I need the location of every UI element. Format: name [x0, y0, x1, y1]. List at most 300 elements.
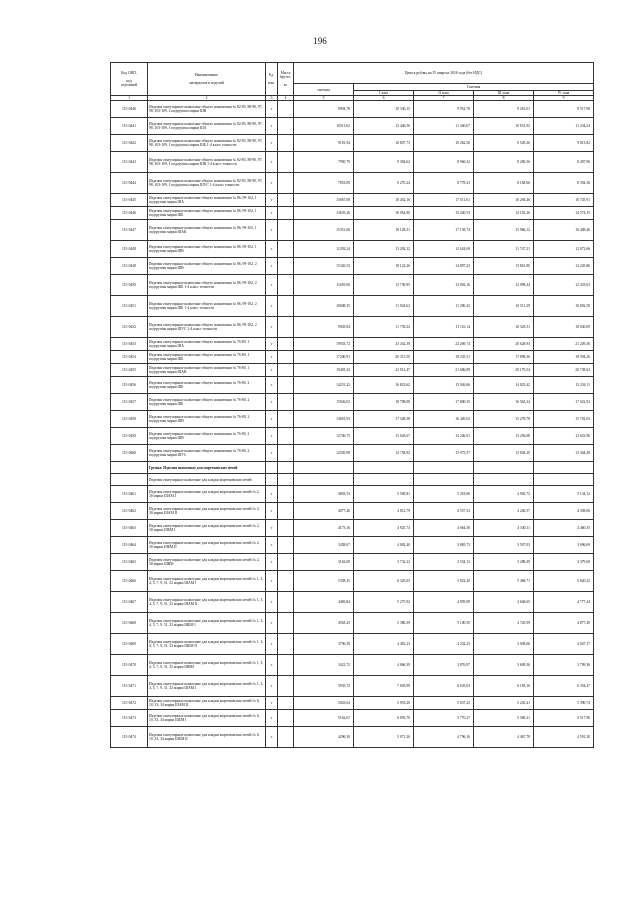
row-zone-4: 11 234,24 — [534, 118, 594, 135]
table-row — [111, 520, 594, 537]
row-estimate: 4469,84 — [294, 592, 354, 613]
row-mass — [278, 101, 294, 118]
column-number: 5 — [294, 96, 354, 101]
row-estimate: 15326,53 — [294, 258, 354, 275]
row-code: 115-0464 — [111, 537, 148, 554]
row-zone-4: 13 364,49 — [534, 445, 594, 462]
row-unit: т — [266, 152, 278, 173]
row-zone-2: 8 966,32 — [414, 152, 474, 173]
header-code: Код ОКП, код отделений — [111, 63, 148, 96]
row-zone-1: 11 924,62 — [354, 296, 414, 317]
row-code: 115-0445 — [111, 194, 148, 207]
row-name: Изделия огнеупорные шамотные общего назначения № 82-85, 88-90, 97, 98, 103-109, 1 подгруппы марки ШУС 1-4 класс точности — [148, 173, 266, 194]
table-row — [111, 152, 594, 173]
row-zone-1: 4 481,23 — [354, 634, 414, 655]
row-zone-2: 5 637,22 — [414, 697, 474, 710]
row-zone-4: 20 738,63 — [534, 364, 594, 377]
row-estimate: 14691,93 — [294, 411, 354, 428]
row-unit: т — [266, 655, 278, 676]
row-zone-3: 4 467,78 — [474, 727, 534, 748]
row-zone-2: 14 246,91 — [414, 428, 474, 445]
row-unit: т — [266, 351, 278, 364]
row-name: Изделия огнеупорные шамотные общего назначения № 82-85, 88-90, 97, 98, 103-109, 2 подгруппы марки ШВ — [148, 101, 266, 118]
row-mass — [278, 613, 294, 634]
row-mass — [278, 592, 294, 613]
row-zone-3: 3 938,06 — [474, 634, 534, 655]
row-name: Изделия огнеупорные шамотные общего назначения № 76-80, 2 подгруппы марки ШВ — [148, 428, 266, 445]
row-code: 115-0441 — [111, 118, 148, 135]
row-zone-1: 17 348,38 — [354, 411, 414, 428]
row-estimate: 3421,72 — [294, 655, 354, 676]
row-code: 115-0471 — [111, 676, 148, 697]
table-row — [111, 364, 594, 377]
row-estimate: 4563,43 — [294, 613, 354, 634]
header-zone-2: II зона — [414, 91, 474, 96]
row-zone-3: 4 240,57 — [474, 503, 534, 520]
row-zone-1: 5 569,81 — [354, 486, 414, 503]
table-row — [111, 503, 594, 520]
row-zone-4: 8 394,36 — [534, 173, 594, 194]
row-code: 115-0474 — [111, 727, 148, 748]
row-zone-3: 14 823,42 — [474, 377, 534, 394]
row-estimate: 4077,46 — [294, 503, 354, 520]
table-row — [111, 351, 594, 364]
row-zone-4: 5 390,74 — [534, 697, 594, 710]
row-unit: т — [266, 503, 278, 520]
row-code: 115-0463 — [111, 520, 148, 537]
row-code: 115-0448 — [111, 241, 148, 258]
table-row — [111, 317, 594, 338]
row-zone-3: 15 966,12 — [474, 220, 534, 241]
row-zone-3: 20 628,93 — [474, 338, 534, 351]
row-zone-2: 12 624,69 — [414, 241, 474, 258]
row-code: 115-0450 — [111, 275, 148, 296]
header-price: Цена в рублях на IV квартал 2016 года (без НДС) — [294, 63, 594, 84]
row-mass — [278, 296, 294, 317]
row-unit: т — [266, 377, 278, 394]
header-zone-4: IV зона — [534, 91, 594, 96]
row-zone-3: 17 898,36 — [474, 351, 534, 364]
row-zone-3: 20 179,54 — [474, 364, 534, 377]
row-zone-2: 5 100,50 — [414, 613, 474, 634]
row-mass — [278, 241, 294, 258]
row-unit: т — [266, 697, 278, 710]
group-subtitle: Изделия огнеупорные шамотные для кладки мартеновских печей — [148, 474, 266, 486]
row-zone-3: 5 468,71 — [474, 571, 534, 592]
row-zone-1: 12 446,56 — [354, 118, 414, 135]
row-zone-3: 8 168,06 — [474, 173, 534, 194]
row-zone-2: 3 876,97 — [414, 655, 474, 676]
row-zone-2: 15 926,66 — [414, 377, 474, 394]
header-zone-1: I зона — [354, 91, 414, 96]
row-zone-1: 22 912,47 — [354, 364, 414, 377]
row-mass — [278, 377, 294, 394]
row-zone-4: 9 517,98 — [534, 101, 594, 118]
table-row — [111, 537, 594, 554]
row-mass — [278, 351, 294, 364]
row-zone-4: 5 517,96 — [534, 710, 594, 727]
table-row — [111, 634, 594, 655]
row-unit: т — [266, 613, 278, 634]
table-row — [111, 296, 594, 317]
table-row — [111, 207, 594, 220]
row-zone-4: 17 022,92 — [534, 394, 594, 411]
row-unit: т — [266, 634, 278, 655]
row-zone-4: 3 696,69 — [534, 537, 594, 554]
table-row — [111, 727, 594, 748]
row-estimate: 15926,02 — [294, 394, 354, 411]
row-zone-3: 3 597,03 — [474, 537, 534, 554]
row-mass — [278, 338, 294, 351]
table-row — [111, 571, 594, 592]
row-name: Изделия огнеупорные шамотные общего назначения № 86, 99-102, 1 подгруппы марки ШВ — [148, 241, 266, 258]
row-mass — [278, 520, 294, 537]
row-name: Изделия огнеупорные шамотные для кладки мартеновских печей № 6, 10, 33, 34 марки ШБМ I — [148, 710, 266, 727]
row-code: 115-0468 — [111, 613, 148, 634]
row-estimate: 9181,94 — [294, 135, 354, 152]
row-unit: т — [266, 537, 278, 554]
row-zone-3: 10 343,51 — [474, 317, 534, 338]
row-unit: т — [266, 194, 278, 207]
row-zone-2: 13 002,16 — [414, 275, 474, 296]
row-mass — [278, 207, 294, 220]
row-name: Изделия огнеупорные шамотные общего назначения № 86, 99-102, 1 подгруппы марки ША — [148, 194, 266, 207]
row-code: 115-0469 — [111, 634, 148, 655]
row-name: Изделия огнеупорные шамотные общего назначения № 86, 99-102, 1 подгруппы марки ШАК — [148, 220, 266, 241]
row-estimate: 10608,35 — [294, 296, 354, 317]
row-zone-1: 5 953,20 — [354, 697, 414, 710]
row-zone-1: 20 315,50 — [354, 351, 414, 364]
header-estimate: сметная — [294, 84, 354, 96]
row-unit: т — [266, 173, 278, 194]
row-zone-3: 8 269,36 — [474, 152, 534, 173]
table-row — [111, 592, 594, 613]
row-code: 115-0454 — [111, 351, 148, 364]
row-zone-3: 10 831,92 — [474, 118, 534, 135]
row-zone-3: 3 609,36 — [474, 655, 534, 676]
row-zone-4: 10 630,09 — [534, 317, 594, 338]
row-mass — [278, 258, 294, 275]
row-mass — [278, 118, 294, 135]
row-zone-4: 5 134,12 — [534, 486, 594, 503]
row-estimate: 4173,16 — [294, 520, 354, 537]
row-zone-1: 18 122,26 — [354, 258, 414, 275]
row-zone-4: 9 813,82 — [534, 135, 594, 152]
row-unit: т — [266, 486, 278, 503]
row-name: Изделия огнеупорные шамотные для кладки мартеновских печей № 1, 3, 4, 5, 7, 9, 31, 32 марки ШАМ II — [148, 592, 266, 613]
row-estimate: 15667,08 — [294, 194, 354, 207]
row-name: Изделия огнеупорные шамотные для кладки мартеновских печей № 1, 3, 4, 5, 7, 9, 31, 32 марки ШБМ II — [148, 634, 266, 655]
row-zone-4: 4 358,06 — [534, 503, 594, 520]
row-name: Изделия огнеупорные шамотные общего назначения № 86, 99-102, 2 подгруппы марки ШБ 1-4 класс точности — [148, 275, 266, 296]
row-code: 115-0459 — [111, 428, 148, 445]
table-row — [111, 394, 594, 411]
row-estimate: 12505,98 — [294, 445, 354, 462]
row-zone-2: 16 420,02 — [414, 411, 474, 428]
row-zone-1: 15 043,67 — [354, 428, 414, 445]
row-code: 115-0449 — [111, 258, 148, 275]
table-row — [111, 613, 594, 634]
row-zone-4: 18 394,26 — [534, 351, 594, 364]
row-estimate: 4296,30 — [294, 727, 354, 748]
column-number: 3 — [266, 96, 278, 101]
group-title-row — [111, 462, 594, 474]
row-name: Изделия огнеупорные шамотные для кладки мартеновских печей № 6, 10, 33, 34 марки ШБМ II — [148, 727, 266, 748]
row-zone-3: 9 261,01 — [474, 101, 534, 118]
row-zone-1: 13 292,12 — [354, 241, 414, 258]
header-zones: Сметная — [354, 84, 594, 91]
row-zone-1: 4 066,39 — [354, 655, 414, 676]
table-row — [111, 655, 594, 676]
row-unit: т — [266, 241, 278, 258]
row-mass — [278, 486, 294, 503]
row-estimate: 17200,91 — [294, 351, 354, 364]
row-zone-1: 11 739,22 — [354, 317, 414, 338]
row-name: Изделия огнеупорные шамотные общего назначения № 76-80, 1 подгруппы марки ША — [148, 338, 266, 351]
row-zone-3: 4 745,99 — [474, 613, 534, 634]
row-zone-1: 4 812,79 — [354, 503, 414, 520]
row-unit: т — [266, 445, 278, 462]
row-zone-3: 12 098,44 — [474, 275, 534, 296]
row-estimate: 4803,53 — [294, 486, 354, 503]
row-mass — [278, 676, 294, 697]
row-code: 115-0440 — [111, 101, 148, 118]
row-zone-1: 9 394,62 — [354, 152, 414, 173]
row-zone-1: 4 925,74 — [354, 520, 414, 537]
row-zone-4: 21 249,36 — [534, 338, 594, 351]
row-mass — [278, 554, 294, 571]
row-code: 115-0472 — [111, 697, 148, 710]
row-zone-4: 13 623,96 — [534, 428, 594, 445]
row-zone-1: 3 732,22 — [354, 554, 414, 571]
row-zone-4: 15 234,11 — [534, 377, 594, 394]
row-mass — [278, 655, 294, 676]
row-zone-2: 5 822,20 — [414, 571, 474, 592]
row-estimate: 7853,89 — [294, 173, 354, 194]
row-zone-2: 17 800,35 — [414, 394, 474, 411]
column-number: 9 — [534, 96, 594, 101]
table-row — [111, 173, 594, 194]
row-estimate: 5935,72 — [294, 676, 354, 697]
row-zone-3: 4 648,65 — [474, 592, 534, 613]
row-zone-3: 5 369,21 — [474, 710, 534, 727]
row-zone-1: 14 758,92 — [354, 445, 414, 462]
row-mass — [278, 537, 294, 554]
row-zone-3: 4 340,11 — [474, 520, 534, 537]
row-zone-4: 4 047,17 — [534, 634, 594, 655]
row-zone-2: 11 116,14 — [414, 317, 474, 338]
table-row — [111, 135, 594, 152]
row-zone-3: 9 549,26 — [474, 135, 534, 152]
row-unit: т — [266, 317, 278, 338]
row-zone-4: 10 802,50 — [534, 296, 594, 317]
row-zone-1: 6 325,63 — [354, 571, 414, 592]
row-name: Изделия огнеупорные шамотные общего назначения № 86, 99-102, 1 подгруппы марки ШБ — [148, 207, 266, 220]
header-zone-3: III зона — [474, 91, 534, 96]
row-mass — [278, 135, 294, 152]
row-mass — [278, 220, 294, 241]
row-zone-4: 3 709,36 — [534, 655, 594, 676]
row-zone-2: 21 686,89 — [414, 364, 474, 377]
row-unit: т — [266, 727, 278, 748]
row-zone-1: 13 730,95 — [354, 275, 414, 296]
row-name: Изделия огнеупорные шамотные общего назначения № 82-85, 88-90, 97, 98, 103-109, 1 подгруппы марки ШВ 1-4 класс точности — [148, 152, 266, 173]
row-zone-3: 3 288,49 — [474, 554, 534, 571]
row-zone-3: 13 861,80 — [474, 258, 534, 275]
column-number: 7 — [414, 96, 474, 101]
column-number: 1 — [111, 96, 148, 101]
row-zone-1: 18 798,08 — [354, 394, 414, 411]
row-zone-2: 11 340,07 — [414, 118, 474, 135]
price-table — [110, 62, 594, 748]
row-estimate: 13635,26 — [294, 207, 354, 220]
row-name: Изделия огнеупорные шамотные для кладки мартеновских печей № 2, 30 марки ШАМ I — [148, 486, 266, 503]
row-name: Изделия огнеупорные шамотные для кладки мартеновских печей № 1, 3, 4, 5, 7, 9, 31, 32 марки ШАМ I — [148, 676, 266, 697]
row-zone-3: 15 278,78 — [474, 411, 534, 428]
row-estimate: 3796,58 — [294, 634, 354, 655]
table-row — [111, 486, 594, 503]
row-zone-4: 15 702,03 — [534, 411, 594, 428]
row-zone-2: 9 952,78 — [414, 101, 474, 118]
table-row — [111, 258, 594, 275]
row-zone-1: 5 386,39 — [354, 613, 414, 634]
row-zone-2: 4 664,30 — [414, 520, 474, 537]
row-zone-1: 18 452,16 — [354, 194, 414, 207]
row-code: 115-0451 — [111, 296, 148, 317]
row-zone-2: 3 865,72 — [414, 537, 474, 554]
row-zone-4: 6 354,47 — [534, 676, 594, 697]
group-subtitle-row — [111, 474, 594, 486]
row-code: 115-0456 — [111, 377, 148, 394]
row-name: Изделия огнеупорные шамотные общего назначения № 76-80, 2 подгруппы марки ШУС — [148, 445, 266, 462]
row-unit: т — [266, 101, 278, 118]
row-zone-2: 22 269,74 — [414, 338, 474, 351]
row-zone-2: 5 770,27 — [414, 710, 474, 727]
row-name: Изделия огнеупорные шамотные для кладки мартеновских печей № 2, 30 марки ШАМ II — [148, 503, 266, 520]
row-zone-3: 4 905,72 — [474, 486, 534, 503]
row-zone-1: 5 071,26 — [354, 727, 414, 748]
row-zone-1: 10 807,73 — [354, 135, 414, 152]
row-zone-2: 11 290,43 — [414, 296, 474, 317]
row-zone-4: 16 745,91 — [534, 194, 594, 207]
row-unit: т — [266, 676, 278, 697]
table-row — [111, 377, 594, 394]
row-zone-2: 10 262,56 — [414, 135, 474, 152]
row-name: Изделия огнеупорные шамотные для кладки мартеновских печей № 2, 30 марки ШВМ — [148, 554, 266, 571]
table-row — [111, 194, 594, 207]
row-code: 115-0457 — [111, 394, 148, 411]
row-estimate: 11293,24 — [294, 241, 354, 258]
row-name: Изделия огнеупорные шамотные общего назначения № 82-85, 88-90, 97, 98, 103-109, 1 подгруппы марки ША — [148, 118, 266, 135]
row-code: 115-0442 — [111, 135, 148, 152]
row-estimate: 14251,22 — [294, 377, 354, 394]
row-zone-2: 14 897,23 — [414, 258, 474, 275]
row-zone-2: 15 240,53 — [414, 207, 474, 220]
row-estimate: 3458,67 — [294, 537, 354, 554]
row-zone-2: 17 158,74 — [414, 220, 474, 241]
table-row — [111, 101, 594, 118]
row-zone-1: 18 128,51 — [354, 220, 414, 241]
row-name: Изделия огнеупорные шамотные для кладки мартеновских печей № 2, 30 марки ШБМ I — [148, 520, 266, 537]
row-mass — [278, 173, 294, 194]
row-code: 115-0446 — [111, 207, 148, 220]
row-zone-3: 11 747,21 — [474, 241, 534, 258]
row-zone-3: 10 511,29 — [474, 296, 534, 317]
row-estimate: 9945,84 — [294, 317, 354, 338]
table-row — [111, 275, 594, 296]
column-number: 8 — [474, 96, 534, 101]
table-row — [111, 554, 594, 571]
row-code: 115-0460 — [111, 445, 148, 462]
row-zone-3: 14 181,26 — [474, 207, 534, 220]
row-mass — [278, 571, 294, 592]
row-unit: т — [266, 592, 278, 613]
row-code: 115-0466 — [111, 571, 148, 592]
row-name: Изделия огнеупорные шамотные общего назначения № 86, 99-102, 2 подгруппы марки ШВ — [148, 258, 266, 275]
row-zone-4: 12 433,63 — [534, 275, 594, 296]
row-code: 115-0461 — [111, 486, 148, 503]
row-mass — [278, 445, 294, 462]
row-unit: т — [266, 571, 278, 592]
row-zone-4: 3 379,60 — [534, 554, 594, 571]
column-number: 2 — [148, 96, 266, 101]
row-mass — [278, 364, 294, 377]
row-code: 115-0455 — [111, 364, 148, 377]
row-code: 115-0470 — [111, 655, 148, 676]
row-unit: т — [266, 275, 278, 296]
row-mass — [278, 727, 294, 748]
row-zone-2: 3 534,12 — [414, 554, 474, 571]
row-estimate: 5162,67 — [294, 710, 354, 727]
table-row — [111, 676, 594, 697]
page-number: 196 — [313, 36, 327, 46]
row-mass — [278, 394, 294, 411]
table-header — [111, 63, 594, 101]
row-mass — [278, 275, 294, 296]
row-name: Изделия огнеупорные шамотные общего назначения № 76-80, 2 подгруппы марки ШБ — [148, 377, 266, 394]
row-mass — [278, 634, 294, 655]
table-row — [111, 428, 594, 445]
row-estimate: 3162,00 — [294, 554, 354, 571]
table-row — [111, 710, 594, 727]
row-zone-4: 16 408,46 — [534, 220, 594, 241]
row-zone-1: 23 432,39 — [354, 338, 414, 351]
row-zone-2: 5 318,06 — [414, 486, 474, 503]
row-code: 115-0467 — [111, 592, 148, 613]
row-zone-4: 4 777,44 — [534, 592, 594, 613]
row-zone-4: 14 574,15 — [534, 207, 594, 220]
row-estimate: 19933,72 — [294, 338, 354, 351]
row-zone-2: 13 975,57 — [414, 445, 474, 462]
row-zone-4: 4 877,49 — [534, 613, 594, 634]
row-code: 115-0453 — [111, 338, 148, 351]
row-unit: т — [266, 364, 278, 377]
row-unit: т — [266, 710, 278, 727]
row-zone-1: 5 275,92 — [354, 592, 414, 613]
row-estimate: 12746,75 — [294, 428, 354, 445]
row-estimate: 11655,06 — [294, 275, 354, 296]
row-zone-4: 12 072,66 — [534, 241, 594, 258]
row-zone-3: 13 256,68 — [474, 428, 534, 445]
column-number: 4 — [278, 96, 294, 101]
column-number: 6 — [354, 96, 414, 101]
row-mass — [278, 152, 294, 173]
row-zone-2: 4 232,23 — [414, 634, 474, 655]
row-mass — [278, 317, 294, 338]
row-name: Изделия огнеупорные шамотные общего назначения № 76-80, 1 подгруппы марки ШБ — [148, 351, 266, 364]
row-estimate: 19403,32 — [294, 364, 354, 377]
row-zone-1: 4 082,40 — [354, 537, 414, 554]
